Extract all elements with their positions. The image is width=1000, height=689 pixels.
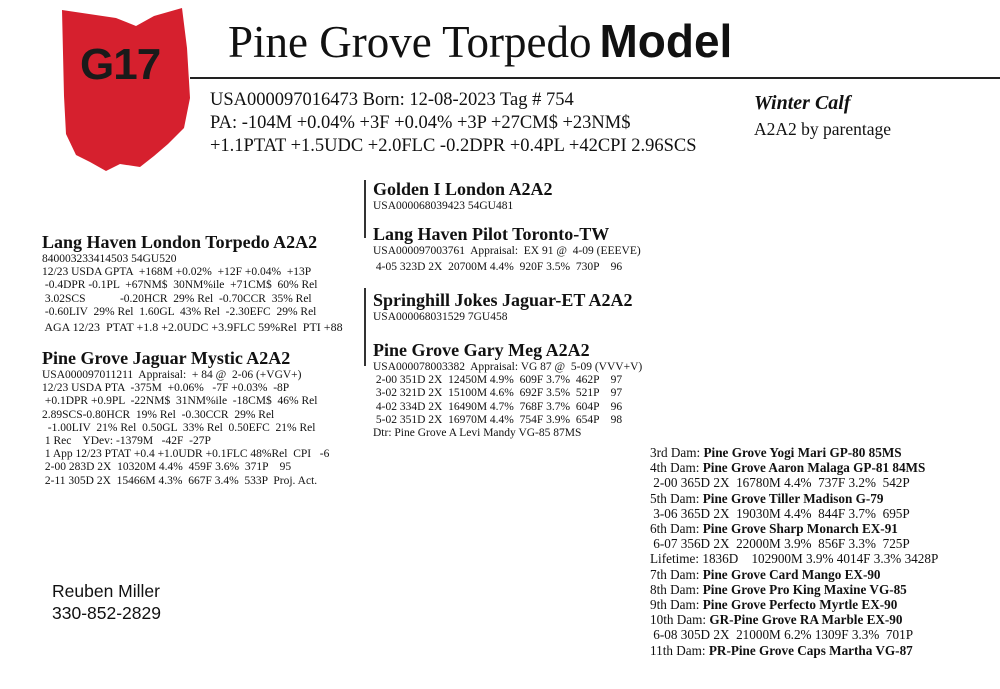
dam-lineage-item: 3rd Dam: Pine Grove Yogi Mari GP-80 85MS bbox=[650, 445, 902, 460]
dam-name: Pine Grove Jaguar Mystic A2A2 bbox=[42, 348, 291, 368]
sire-line: AGA 12/23 PTAT +1.8 +2.0UDC +3.9FLC 59%Rel PTI +88 bbox=[42, 320, 343, 335]
dam-lineage-item: 11th Dam: PR-Pine Grove Caps Martha VG-87 bbox=[650, 642, 913, 658]
dam-line: -1.00LIV 21% Rel 0.50GL 33% Rel 0.50EFC 21% Rel bbox=[42, 421, 316, 434]
dam-lineage-item: 8th Dam: Pine Grove Pro King Maxine VG-85 bbox=[650, 581, 907, 597]
dam-lineage-item: 5th Dam: Pine Grove Tiller Madison G-79 bbox=[650, 490, 884, 506]
header-rule bbox=[190, 77, 1000, 79]
dam-line: USA000097011211 Appraisal: + 84 @ 2-06 (+VGV+) bbox=[42, 369, 302, 381]
dams-dam-line: Dtr: Pine Grove A Levi Mandy VG-85 87MS bbox=[373, 427, 582, 440]
dams-sire-block bbox=[373, 289, 633, 324]
dam-lineage-item: 9th Dam: Pine Grove Perfecto Myrtle EX-90 bbox=[650, 597, 898, 613]
dam-line: 2.89SCS-0.80HCR 19% Rel -0.30CCR 29% Rel bbox=[42, 408, 275, 421]
dams-sire-id: USA000068031529 7GU458 bbox=[373, 311, 508, 323]
dam-lineage-item: 4th Dam: Pine Grove Aaron Malaga GP-81 84MS bbox=[650, 460, 926, 476]
consignor-name: Reuben Miller bbox=[52, 581, 160, 601]
sires-sire-block bbox=[373, 178, 553, 213]
dam-lineage-item: 2-00 365D 2X 16780M 4.4% 737F 3.2% 542P bbox=[650, 475, 910, 491]
dams-dam-line: 4-02 334D 2X 16490M 4.7% 768F 3.7% 604P 96 bbox=[373, 400, 623, 413]
dam-line: 1 Rec YDev: -1379M -42F -27P bbox=[42, 435, 211, 448]
dam-details bbox=[42, 369, 329, 488]
sires-dam-block bbox=[373, 223, 641, 274]
dam-line: 1 App 12/23 PTAT +0.4 +1.0UDR +0.1FLC 48%Rel CPI -6 bbox=[42, 448, 330, 461]
dam-line: 2-00 283D 2X 10320M 4.4% 459F 3.6% 371P 95 bbox=[42, 461, 292, 474]
dams-sire-name: Springhill Jokes Jaguar-ET A2A2 bbox=[373, 290, 633, 310]
consignor-contact bbox=[52, 580, 161, 624]
sires-dam-line: 4-05 323D 2X 20700M 4.4% 920F 3.5% 730P 96 bbox=[373, 261, 623, 274]
pedigree-connector bbox=[364, 180, 366, 238]
dam-block bbox=[42, 347, 329, 488]
parentage-label: A2A2 by parentage bbox=[754, 119, 892, 139]
dams-dam-block bbox=[373, 339, 642, 440]
sire-line: 840003233414503 54GU520 bbox=[42, 253, 177, 265]
sires-sire-name: Golden I London A2A2 bbox=[373, 179, 553, 199]
dam-lineage-item: Lifetime: 1836D 102900M 3.9% 4014F 3.3% 3428P bbox=[650, 551, 939, 567]
sire-line: -0.60LIV 29% Rel 1.60GL 43% Rel -2.30EFC 29% Rel bbox=[42, 305, 317, 318]
dam-lineage-item: 6-07 356D 2X 22000M 3.9% 856F 3.3% 725P bbox=[650, 536, 910, 552]
dam-lineage-item: 10th Dam: GR-Pine Grove RA Marble EX-90 bbox=[650, 612, 903, 628]
dam-lineage-item: 6th Dam: Pine Grove Sharp Monarch EX-91 bbox=[650, 521, 898, 537]
pa-line-1: PA: -104M +0.04% +3F +0.04% +3P +27CM$ +23NM$ bbox=[210, 113, 631, 133]
pa-line-2: +1.1PTAT +1.5UDC +2.0FLC -0.2DPR +0.4PL +42CPI 2.96SCS bbox=[210, 136, 697, 156]
page-title bbox=[228, 14, 732, 68]
lot-number: G17 bbox=[80, 40, 161, 89]
dams-dam-details bbox=[373, 361, 642, 440]
id-line: USA000097016473 Born: 12-08-2023 Tag # 754 bbox=[210, 90, 574, 110]
sire-name: Lang Haven London Torpedo A2A2 bbox=[42, 232, 318, 252]
title-name: Pine Grove Torpedo bbox=[228, 17, 592, 67]
dams-dam-name: Pine Grove Gary Meg A2A2 bbox=[373, 340, 590, 360]
consignor-phone: 330-852-2829 bbox=[52, 603, 161, 623]
dams-dam-line: 5-02 351D 2X 16970M 4.4% 754F 3.9% 654P 98 bbox=[373, 413, 623, 426]
sire-block bbox=[42, 231, 343, 334]
dam-line: 2-11 305D 2X 15466M 4.3% 667F 3.4% 533P Proj. Act. bbox=[42, 474, 318, 487]
sires-dam-details bbox=[373, 245, 641, 274]
dam-line: +0.1DPR +0.9PL -22NM$ 31NM%ile -18CM$ 46% Rel bbox=[42, 395, 318, 408]
header-info bbox=[210, 89, 697, 158]
dam-lineage-list bbox=[650, 445, 938, 658]
sire-line: 3.02SCS -0.20HCR 29% Rel -0.70CCR 35% Rel bbox=[42, 292, 312, 305]
dams-dam-line: USA000078003382 Appraisal: VG 87 @ 5-09 (VVV+V) bbox=[373, 361, 643, 373]
class-label: Winter Calf bbox=[754, 92, 851, 114]
pedigree-connector bbox=[364, 288, 366, 366]
title-suffix: Model bbox=[599, 15, 733, 67]
dam-line: 12/23 USDA PTA -375M +0.06% -7F +0.03% -8P bbox=[42, 382, 290, 395]
sires-dam-line: USA000097003761 Appraisal: EX 91 @ 4-09 (EEEVE) bbox=[373, 245, 641, 257]
sires-dam-name: Lang Haven Pilot Toronto-TW bbox=[373, 224, 610, 244]
dams-dam-line: 2-00 351D 2X 12450M 4.9% 609F 3.7% 462P 97 bbox=[373, 374, 623, 387]
dam-lineage-item: 3-06 365D 2X 19030M 4.4% 844F 3.7% 695P bbox=[650, 505, 910, 521]
dam-lineage-item: 7th Dam: Pine Grove Card Mango EX-90 bbox=[650, 566, 881, 582]
sire-details bbox=[42, 253, 343, 334]
sire-line: 12/23 USDA GPTA +168M +0.02% +12F +0.04% +13P bbox=[42, 266, 312, 279]
dams-dam-line: 3-02 321D 2X 15100M 4.6% 692F 3.5% 521P 97 bbox=[373, 387, 623, 400]
sire-line: -0.4DPR -0.1PL +67NM$ 30NM%ile +71CM$ 60% Rel bbox=[42, 279, 318, 292]
sires-sire-id: USA000068039423 54GU481 bbox=[373, 200, 514, 212]
dam-lineage-item: 6-08 305D 2X 21000M 6.2% 1309F 3.3% 701P bbox=[650, 627, 914, 643]
